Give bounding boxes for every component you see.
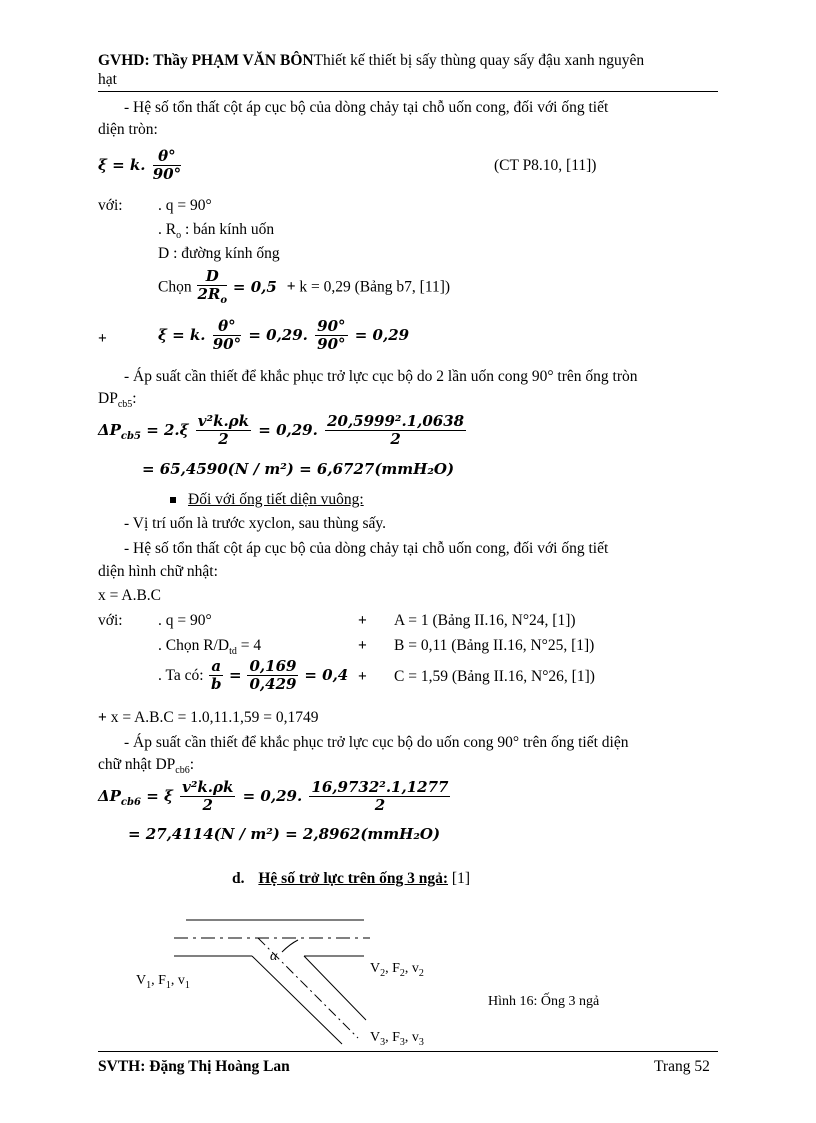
inlet-label: $V_1$, $F_1$, $v_1$ <box>136 973 190 991</box>
footer-page-number: Trang 52 <box>654 1058 710 1075</box>
equation-pressure-cb5-result: = 65,4590(N / m²) = 6,6727(mmH₂O) <box>142 460 455 478</box>
figure-caption: Hình 16: Ống 3 ngả <box>488 994 600 1009</box>
paragraph-bend-location: - Vị trí uốn là trước xyclon, sau thùng sấy. <box>124 515 386 532</box>
footer-author: SVTH: Đặng Thị Hoàng Lan <box>98 1058 290 1075</box>
paragraph-pressure-round: - Áp suất cần thiết để khắc phục trở lực cục bộ do 2 lần uốn cong 90° trên ống tròn <box>124 368 638 385</box>
item-bend-radius: . $R_o$ : bán kính uốn <box>158 221 275 242</box>
formula-x: x = A.B.C <box>98 587 162 604</box>
outlet-branch-label: $V_3$, $F_3$, $v_3$ <box>370 1030 424 1048</box>
row-coef-a: A = 1 (Bảng II.16, N°24, [1]) <box>394 612 576 629</box>
section-heading-tee: d. Hệ số trở lực trên ống 3 ngả: [1] <box>232 870 470 887</box>
row-angle: . q = 90° <box>158 612 212 629</box>
row-coef-b: B = 0,11 (Bảng II.16, N°25, [1]) <box>394 637 595 654</box>
footer-rule <box>98 1051 718 1052</box>
plus-marker: + <box>98 330 107 347</box>
page-header <box>98 52 644 70</box>
plus-marker: + <box>358 668 367 685</box>
x-result: + x = A.B.C = 1.0,11.1,59 = 0,1749 <box>98 709 319 726</box>
paragraph-loss-coefficient-round-cont: diện tròn: <box>98 121 158 138</box>
header-rule <box>98 91 718 92</box>
square-bullet-icon <box>170 497 176 503</box>
plus-marker: + <box>358 637 367 654</box>
outlet-straight-label: $V_2$, $F_2$, $v_2$ <box>370 961 424 979</box>
equation-xi-value: ξ = k. $\frac{\theta^\circ}{90^\circ}$ = 0,29. $\frac{90^\circ}{90^\circ}$ = 0,29 <box>158 317 410 354</box>
header-title: Thiết kế thiết bị sấy thùng quay sấy đậu xanh nguyên <box>313 52 645 69</box>
paragraph-pressure-round-cont: $DP_{cb5}$: <box>98 390 137 411</box>
row-ratio: . Chọn $R/D_{td} = 4$ <box>158 637 262 658</box>
row-coef-c: C = 1,59 (Bảng II.16, N°26, [1]) <box>394 668 595 685</box>
equation-xi-ref: (CT P8.10, [11]) <box>494 157 597 174</box>
equation-xi: ξ = k. $\frac{\theta^\circ}{90^\circ}$ <box>98 147 182 184</box>
header-title-wrap: hạt <box>98 71 117 88</box>
item-angle: . q = 90° <box>158 197 212 214</box>
paragraph-loss-coefficient-rect: - Hệ số tổn thất cột áp cục bộ của dòng chảy tại chỗ uốn cong, đối với ống tiết <box>124 540 609 557</box>
choose-ratio: Chọn $\frac{D}{2R_o}$ = 0,5 + k = 0,29 (Bảng b7, [11]) <box>158 267 451 307</box>
paragraph-loss-coefficient-round: - Hệ số tổn thất cột áp cục bộ của dòng chảy tại chỗ uốn cong, đối với ống tiết <box>124 99 609 116</box>
tee-pipe-diagram <box>120 910 480 1055</box>
equation-pressure-cb6: $\Delta P_{cb6} = \xi$ $\frac{\text{v²k.ρk}}{2}$ = 0,29. $\frac{\text{16,9732².1,1277}}{2}$ <box>98 778 449 815</box>
with-label-2: với: <box>98 612 123 629</box>
plus-marker: + <box>358 612 367 629</box>
row-ab-ratio: . Ta có: $\frac{a}{b}$ = $\frac{0,169}{0,429}$ = 0,4 <box>158 657 349 694</box>
header-advisor: GVHD: Thầy PHẠM VĂN BÔN <box>98 52 314 69</box>
paragraph-pressure-rect-cont: chữ nhật $DP_{cb6}$: <box>98 756 195 777</box>
equation-pressure-cb6-result: = 27,4114(N / m²) = 2,8962(mmH₂O) <box>128 825 441 843</box>
alpha-label: α <box>270 949 278 964</box>
with-label: với: <box>98 197 123 214</box>
heading-square-pipe: Đối với ống tiết diện vuông: <box>170 491 364 509</box>
equation-pressure-cb5: $\Delta P_{cb5} = 2.\xi$ $\frac{\text{v²k.ρk}}{2}$ = 0,29. $\frac{\text{20,5999².1,0638}}{2}$ <box>98 412 465 449</box>
paragraph-loss-coefficient-rect-cont: diện hình chữ nhật: <box>98 563 218 580</box>
item-diameter: D : đường kính ống <box>158 245 280 262</box>
paragraph-pressure-rect: - Áp suất cần thiết để khắc phục trở lực cục bộ do uốn cong 90° trên ống tiết diện <box>124 734 629 751</box>
